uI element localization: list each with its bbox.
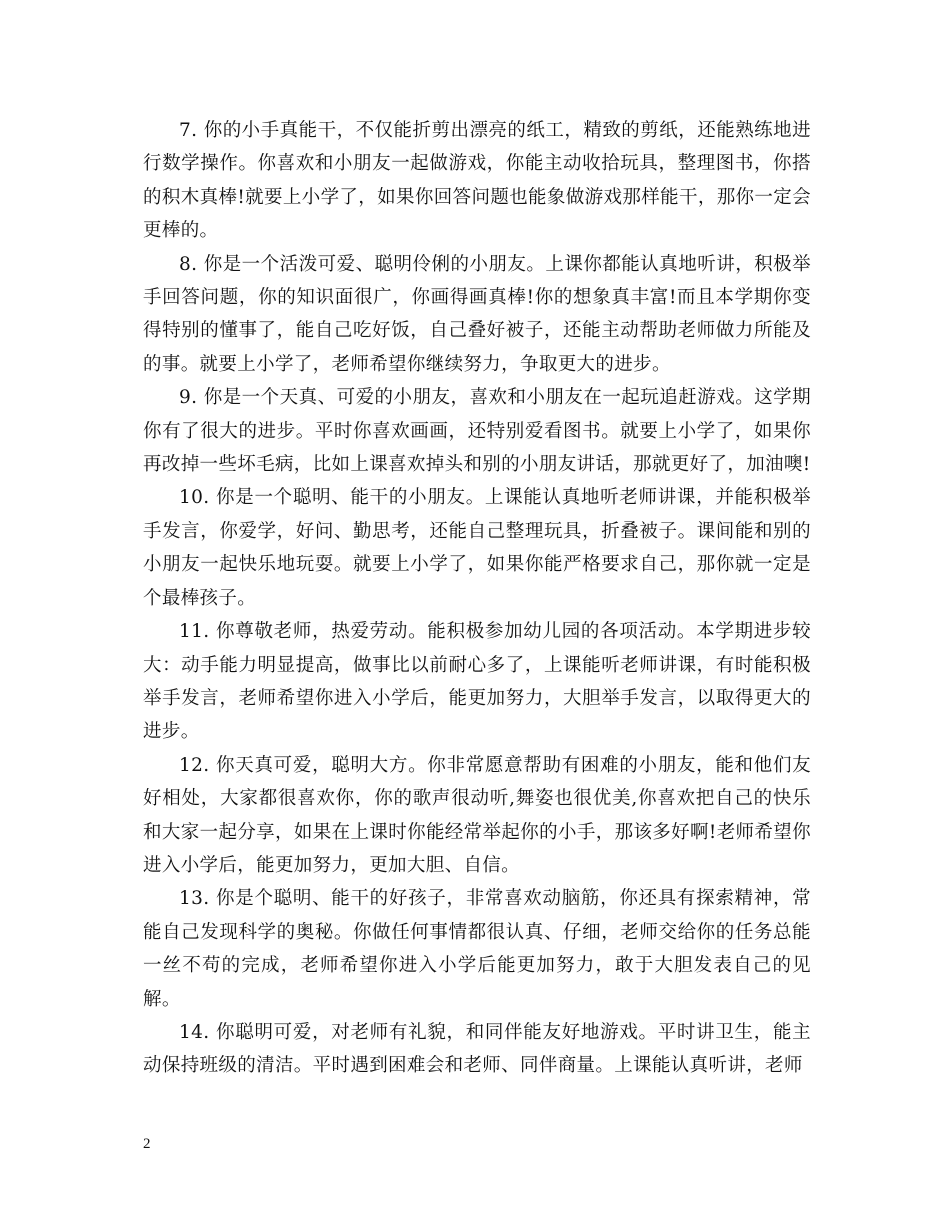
document-body	[143, 114, 811, 1083]
paragraph-item-9: 9. 你是一个天真、可爱的小朋友，喜欢和小朋友在一起玩追赶游戏。这学期你有了很大的进步。平时你喜欢画画，还特别爱看图书。就要上小学了，如果你再改掉一些坏毛病，比如上课喜欢掉头和别的小朋友讲话，那就更好了，加油噢!	[143, 387, 811, 476]
paragraph-item-13: 13. 你是个聪明、能干的好孩子，非常喜欢动脑筋，你还具有探索精神，常能自己发现科学的奥秘。你做任何事情都很认真、仔细，老师交给你的任务总能一丝不苟的完成，老师希望你进入小学后能更加努力，敢于大胆发表自己的见解。	[143, 888, 811, 1010]
page-number: 2	[143, 1136, 151, 1152]
paragraph-item-10: 10. 你是一个聪明、能干的小朋友。上课能认真地听老师讲课，并能积极举手发言，你爱学，好问、勤思考，还能自己整理玩具，折叠被子。课间能和别的小朋友一起快乐地玩耍。就要上小学了，如果你能严格要求自己，那你就一定是个最棒孩子。	[143, 487, 811, 609]
paragraph-item-7: 7. 你的小手真能干，不仅能折剪出漂亮的纸工，精致的剪纸，还能熟练地进行数学操作。你喜欢和小朋友一起做游戏，你能主动收拾玩具，整理图书，你搭的积木真棒!就要上小学了，如果你回答问题也能象做游戏那样能干，那你一定会更棒的。	[143, 120, 811, 242]
paragraph-item-12: 12. 你天真可爱，聪明大方。你非常愿意帮助有困难的小朋友，能和他们友好相处，大家都很喜欢你，你的歌声很动听,舞姿也很优美,你喜欢把自己的快乐和大家一起分享，如果在上课时你能经常举起你的小手，那该多好啊!老师希望你进入小学后，能更加努力，更加大胆、自信。	[143, 754, 811, 876]
paragraph-item-8: 8. 你是一个活泼可爱、聪明伶俐的小朋友。上课你都能认真地听讲，积极举手回答问题，你的知识面很广，你画得画真棒!你的想象真丰富!而且本学期你变得特别的懂事了，能自己吃好饭，自己叠好被子，还能主动帮助老师做力所能及的事。就要上小学了，老师希望你继续努力，争取更大的进步。	[143, 253, 811, 375]
paragraph-item-14: 14. 你聪明可爱，对老师有礼貌，和同伴能友好地游戏。平时讲卫生，能主动保持班级的清洁。平时遇到困难会和老师、同伴商量。上课能认真听讲，老师	[143, 1021, 811, 1077]
paragraph-item-11: 11. 你尊敬老师，热爱劳动。能积极参加幼儿园的各项活动。本学期进步较大：动手能力明显提高，做事比以前耐心多了，上课能听老师讲课，有时能积极举手发言，老师希望你进入小学后，能更加努力，大胆举手发言，以取得更大的进步。	[143, 621, 811, 743]
